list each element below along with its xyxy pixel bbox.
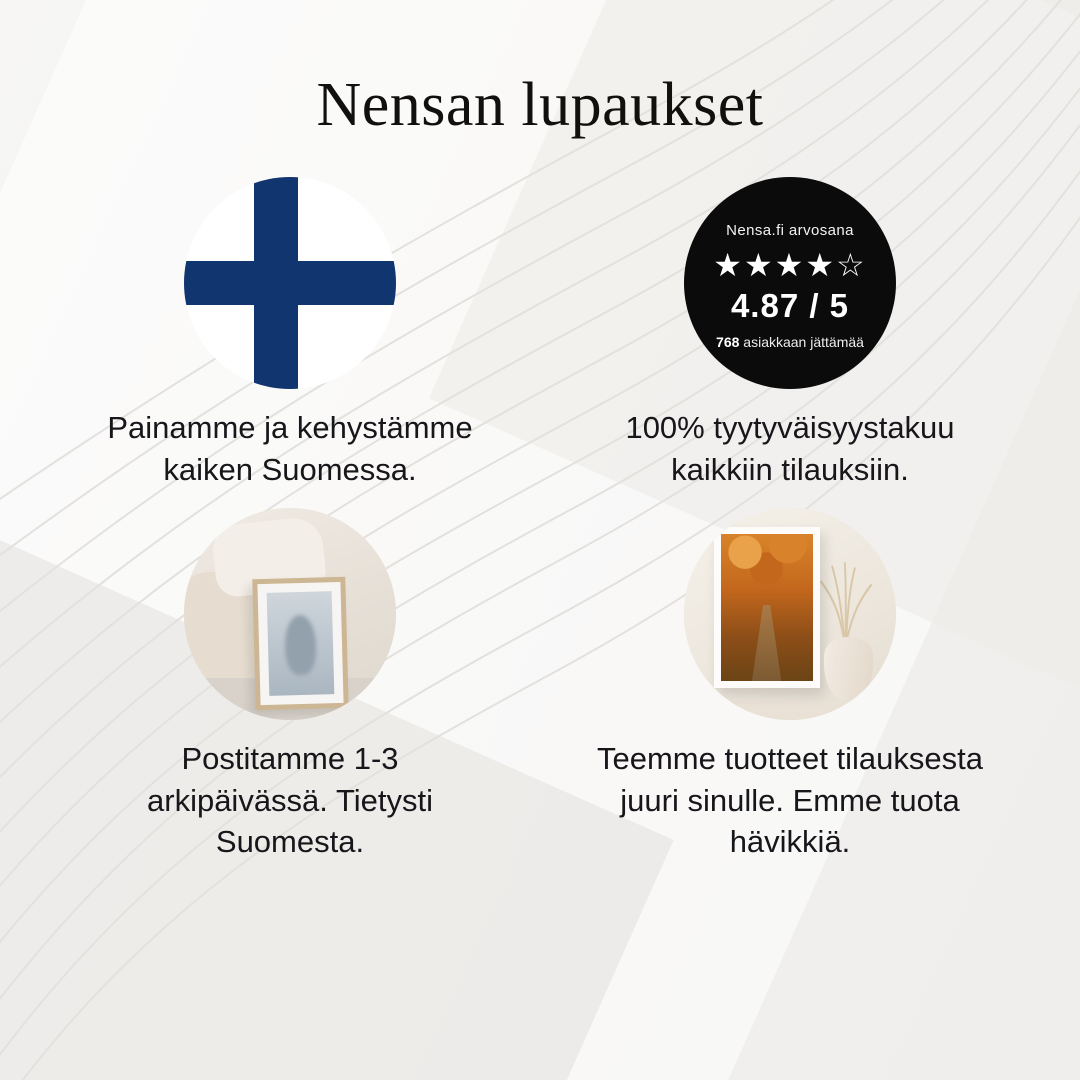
photo-shelf — [684, 701, 896, 720]
photo-framed-print-on-sofa — [184, 508, 396, 720]
rating-source-label: Nensa.fi arvosana — [726, 222, 854, 239]
photo-picture-frame — [252, 577, 349, 711]
promise-item-made-to-order — [540, 508, 1040, 863]
promise-caption: Postitamme 1-3 arkipäivässä. Tietysti Suomesta. — [147, 741, 433, 860]
promise-caption: 100% tyytyväisyystakuu kaikkiin tilauksiin. — [625, 410, 955, 487]
artwork-tree-canopy — [721, 534, 813, 602]
promise-item-made-in-finland — [40, 177, 540, 490]
artwork-forest-path — [752, 605, 781, 681]
flag-horizontal-bar — [184, 261, 396, 306]
photo-frame-artwork — [267, 591, 335, 696]
promise-caption: Teemme tuotteet tilauksesta juuri sinulle. Emme tuota hävikkiä. — [597, 741, 983, 860]
promise-grid — [40, 177, 1040, 863]
page-title: Nensan lupaukset — [316, 71, 764, 139]
photo-autumn-print-with-vase — [684, 508, 896, 720]
review-count-number: 768 — [716, 334, 740, 350]
promise-item-shipping — [40, 508, 540, 863]
promise-caption: Painamme ja kehystämme kaiken Suomessa. — [107, 410, 473, 487]
finland-flag-icon — [184, 177, 396, 389]
promise-item-satisfaction-guarantee — [540, 177, 1040, 490]
photo-vase — [824, 637, 873, 701]
photo-picture-frame — [714, 527, 820, 688]
photo-frame-mat — [257, 582, 343, 706]
star-rating-icon: ★★★★☆ — [713, 247, 867, 283]
review-count-text — [716, 334, 864, 350]
photo-frame-artwork — [721, 534, 813, 681]
review-count-suffix: asiakkaan jättämää — [739, 334, 864, 350]
photo-dried-grass — [813, 559, 877, 644]
rating-badge — [684, 177, 896, 389]
rating-score: 4.87 / 5 — [730, 287, 850, 324]
